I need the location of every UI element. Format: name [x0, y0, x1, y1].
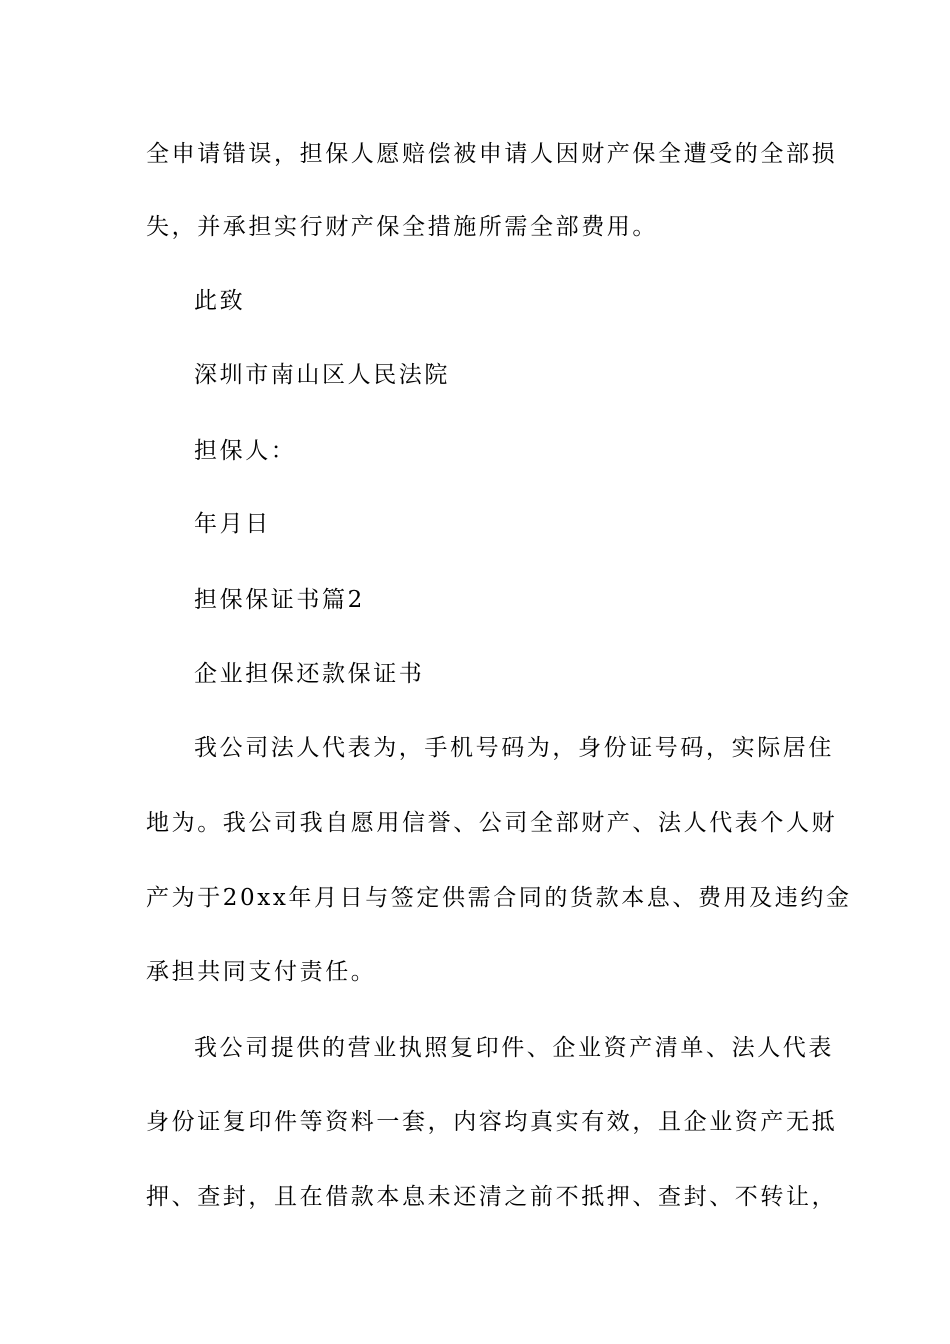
text-line: 失，并承担实行财产保全措施所需全部费用。 [146, 214, 658, 240]
text-line: 押、查封，且在借款本息未还清之前不抵押、查封、不转让， [146, 1184, 838, 1210]
text-line: 承担共同支付责任。 [146, 959, 377, 985]
text-line: 身份证复印件等资料一套，内容均真实有效，且企业资产无抵 [146, 1109, 838, 1135]
section-heading: 担保保证书篇2 [194, 587, 365, 613]
guarantor-label: 担保人： [194, 438, 297, 464]
salutation: 此致 [194, 288, 246, 314]
date-line: 年月日 [194, 511, 271, 537]
text-line: 全申请错误，担保人愿赔偿被申请人因财产保全遭受的全部损 [146, 141, 838, 167]
text-line: 产为于20xx年月日与签定供需合同的货款本息、费用及违约金 [146, 885, 852, 911]
text-line: 我公司提供的营业执照复印件、企业资产清单、法人代表 [194, 1035, 834, 1061]
text-line: 我公司法人代表为，手机号码为，身份证号码，实际居住 [194, 735, 834, 761]
recipient: 深圳市南山区人民法院 [194, 362, 450, 388]
document-title: 企业担保还款保证书 [194, 661, 425, 687]
text-line: 地为。我公司我自愿用信誉、公司全部财产、法人代表个人财 [146, 810, 838, 836]
